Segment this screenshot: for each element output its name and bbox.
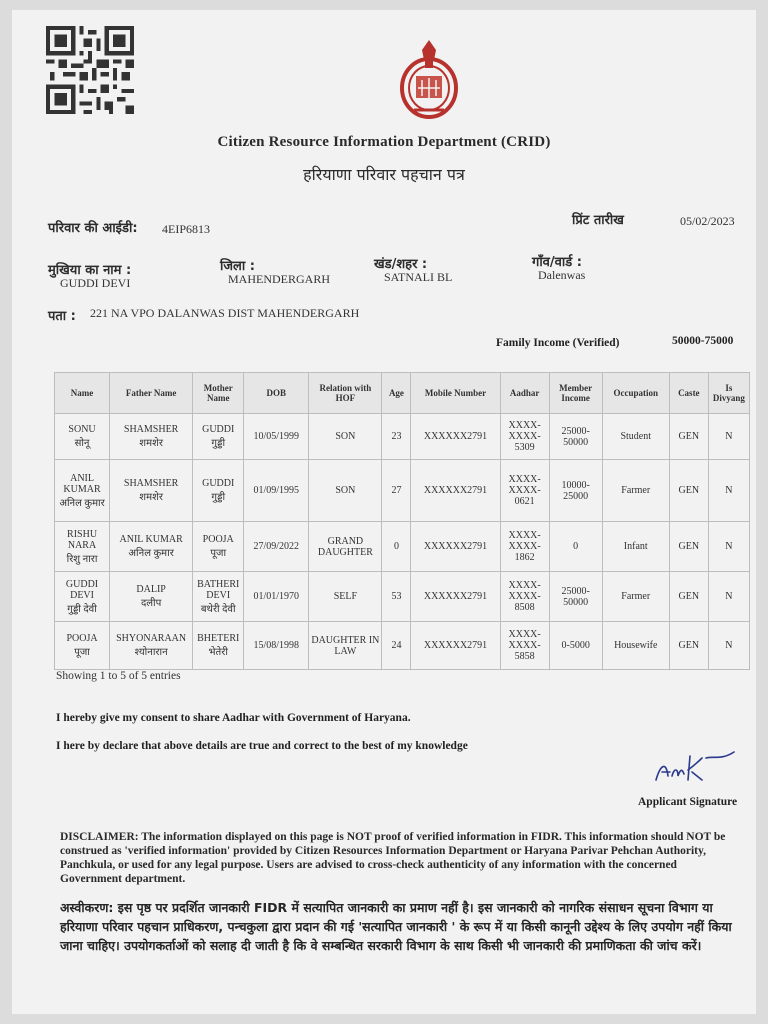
mobile-cell: XXXXXX2791	[411, 572, 500, 622]
caste-cell: GEN	[669, 572, 708, 622]
disclaimer-english: DISCLAIMER: The information displayed on this page is NOT proof of verified information in FIDR. This information should NOT be construed as 'verified information' provided by Citizen Resources Information Department or Haryana Parivar Pehchan Authority, Panchkula, or used for any legal purpose. Users are advised to cross-check authenticity of any information with the concerned Government department.	[60, 831, 726, 885]
family-income-label: Family Income (Verified)	[496, 337, 620, 349]
col-caste: Caste	[669, 373, 708, 414]
relation-cell: DAUGHTER IN LAW	[309, 622, 382, 670]
table-row	[55, 460, 750, 522]
mobile-cell: XXXXXX2791	[411, 414, 500, 460]
print-date-value: 05/02/2023	[680, 214, 735, 228]
age-cell: 53	[382, 572, 411, 622]
age-cell: 0	[382, 522, 411, 572]
mother-name-en: BATHERI DEVI	[197, 578, 240, 601]
mobile-cell: XXXXXX2791	[411, 622, 500, 670]
haryana-emblem	[398, 38, 460, 124]
family-id-label: परिवार की आईडी:	[48, 221, 138, 236]
col-occupation: Occupation	[602, 373, 669, 414]
aadhar-cell: XXXX-XXXX-1862	[500, 522, 549, 572]
dob-cell: 27/09/2022	[244, 522, 309, 572]
father-name-hi: शमशेर	[139, 438, 163, 449]
caste-cell: GEN	[669, 522, 708, 572]
address-value: 221 NA VPO DALANWAS DIST MAHENDERGARH	[90, 306, 360, 320]
table-row	[55, 622, 750, 670]
col-age: Age	[382, 373, 411, 414]
disclaimer-hindi: अस्वीकरण: इस पृष्ठ पर प्रदर्शित जानकारी FIDR में सत्यापित जानकारी का प्रमाण नहीं है। इस जानकारी को नागरिक संसाधन सूचना विभाग या हरियाणा परिवार पहचान प्राधिकरण, पन्चकुला द्वारा प्रदान की गई 'सत्यापित जानकारी ' के रूप में या किसी कानूनी उद्देश्य के लिए उपयोग नहीं किया जाना चाहिए। उपयोगकर्ताओं को सलाह दी जाती है कि वे सम्बन्धित सरकारी विभाग के साथ किसी भी जानकारी की प्रमाणिकता की जांच करें।	[60, 900, 732, 953]
mother-name-hi: पूजा	[210, 548, 227, 559]
col-name: Name	[55, 373, 110, 414]
mobile-cell: XXXXXX2791	[411, 460, 500, 522]
document-title: हरियाणा परिवार पहचान पत्र	[303, 165, 465, 184]
dob-cell: 10/05/1999	[244, 414, 309, 460]
col-member-income: Member Income	[549, 373, 602, 414]
income-cell: 0	[549, 522, 602, 572]
aadhar-cell: XXXX-XXXX-5309	[500, 414, 549, 460]
table-row	[55, 414, 750, 460]
divyang-cell: N	[708, 522, 749, 572]
member-name-en: GUDDI DEVI	[65, 578, 99, 601]
table-row	[55, 572, 750, 622]
caste-cell: GEN	[669, 622, 708, 670]
table-footer-info: Showing 1 to 5 of 5 entries	[56, 670, 181, 682]
occupation-cell: Infant	[602, 522, 669, 572]
col-father-name: Father Name	[110, 373, 193, 414]
income-cell: 10000-25000	[549, 460, 602, 522]
divyang-cell: N	[708, 460, 749, 522]
table-header-row	[55, 373, 750, 414]
father-name-hi: अनिल कुमार	[128, 548, 174, 559]
occupation-cell: Farmer	[602, 460, 669, 522]
head-value: GUDDI DEVI	[60, 276, 131, 290]
col-relation: Relation with HOF	[309, 373, 382, 414]
income-cell: 0-5000	[549, 622, 602, 670]
member-name-hi: गुड्डी देवी	[67, 603, 97, 615]
member-name-en: SONU	[68, 424, 96, 435]
village-label: गाँव/वार्ड :	[532, 255, 582, 270]
income-cell: 25000-50000	[549, 572, 602, 622]
aadhar-cell: XXXX-XXXX-5858	[500, 622, 549, 670]
relation-cell: SON	[309, 414, 382, 460]
income-cell: 25000-50000	[549, 414, 602, 460]
address-label: पता :	[48, 309, 76, 324]
father-name-hi: शमशेर	[139, 492, 163, 503]
age-cell: 24	[382, 622, 411, 670]
dob-cell: 01/01/1970	[244, 572, 309, 622]
father-name-en: ANIL KUMAR	[119, 534, 183, 545]
divyang-cell: N	[708, 414, 749, 460]
declaration-statement: I here by declare that above details are true and correct to the best of my knowledge	[56, 740, 468, 752]
consent-statement: I hereby give my consent to share Aadhar with Government of Haryana.	[56, 712, 411, 724]
department-title: Citizen Resource Information Department (CRID)	[217, 134, 551, 150]
father-name-en: SHYONARAAN	[116, 633, 187, 644]
mother-name-en: GUDDI	[202, 424, 235, 435]
member-name-en: RISHU NARA	[67, 528, 98, 551]
member-name-hi: पूजा	[74, 647, 90, 658]
mother-name-hi: बथेरी देवी	[200, 603, 236, 615]
head-label: मुखिया का नाम :	[48, 263, 132, 278]
col-aadhar: Aadhar	[500, 373, 549, 414]
print-date-label: प्रिंट तारीख	[572, 213, 624, 228]
occupation-cell: Housewife	[602, 622, 669, 670]
col-divyang: Is Divyang	[708, 373, 749, 414]
mother-name-en: POOJA	[202, 534, 234, 545]
father-name-en: SHAMSHER	[123, 478, 179, 489]
mother-name-hi: गुड्डी	[211, 492, 226, 503]
father-name-hi: श्योनारान	[134, 647, 168, 658]
occupation-cell: Farmer	[602, 572, 669, 622]
family-income-value: 50000-75000	[672, 335, 734, 347]
caste-cell: GEN	[669, 460, 708, 522]
relation-cell: SON	[309, 460, 382, 522]
member-name-en: POOJA	[66, 633, 98, 644]
member-name-hi: अनिल कुमार	[59, 497, 105, 509]
father-name-en: DALIP	[136, 584, 166, 595]
col-dob: DOB	[244, 373, 309, 414]
table-row	[55, 522, 750, 572]
mother-name-en: BHETERI	[197, 633, 240, 644]
mobile-cell: XXXXXX2791	[411, 522, 500, 572]
aadhar-cell: XXXX-XXXX-8508	[500, 572, 549, 622]
mother-name-hi: गुड्डी	[211, 438, 226, 449]
member-name-hi: रिशु नारा	[66, 553, 98, 565]
father-name-en: SHAMSHER	[123, 424, 179, 435]
block-value: SATNALI BL	[384, 270, 453, 284]
village-value: Dalenwas	[538, 268, 586, 282]
divyang-cell: N	[708, 572, 749, 622]
age-cell: 23	[382, 414, 411, 460]
col-mobile: Mobile Number	[411, 373, 500, 414]
block-label: खंड/शहर :	[374, 257, 428, 272]
divyang-cell: N	[708, 622, 749, 670]
family-id-value: 4EIP6813	[162, 222, 210, 236]
age-cell: 27	[382, 460, 411, 522]
relation-cell: SELF	[309, 572, 382, 622]
member-name-en: ANIL KUMAR	[63, 472, 101, 495]
dob-cell: 15/08/1998	[244, 622, 309, 670]
father-name-hi: दलीप	[140, 598, 162, 609]
applicant-signature-mark	[652, 746, 748, 792]
relation-cell: GRAND DAUGHTER	[309, 522, 382, 572]
mother-name-hi: भेतेरी	[208, 647, 228, 658]
aadhar-cell: XXXX-XXXX-0621	[500, 460, 549, 522]
dob-cell: 01/09/1995	[244, 460, 309, 522]
caste-cell: GEN	[669, 414, 708, 460]
occupation-cell: Student	[602, 414, 669, 460]
family-members-table	[54, 372, 750, 670]
document-page	[12, 10, 756, 1014]
member-name-hi: सोनू	[74, 438, 90, 449]
mother-name-en: GUDDI	[202, 478, 235, 489]
qr-code-icon	[46, 26, 134, 114]
col-mother-name: Mother Name	[193, 373, 244, 414]
applicant-signature-label: Applicant Signature	[638, 796, 738, 808]
district-label: जिला :	[220, 259, 255, 274]
district-value: MAHENDERGARH	[228, 272, 330, 286]
